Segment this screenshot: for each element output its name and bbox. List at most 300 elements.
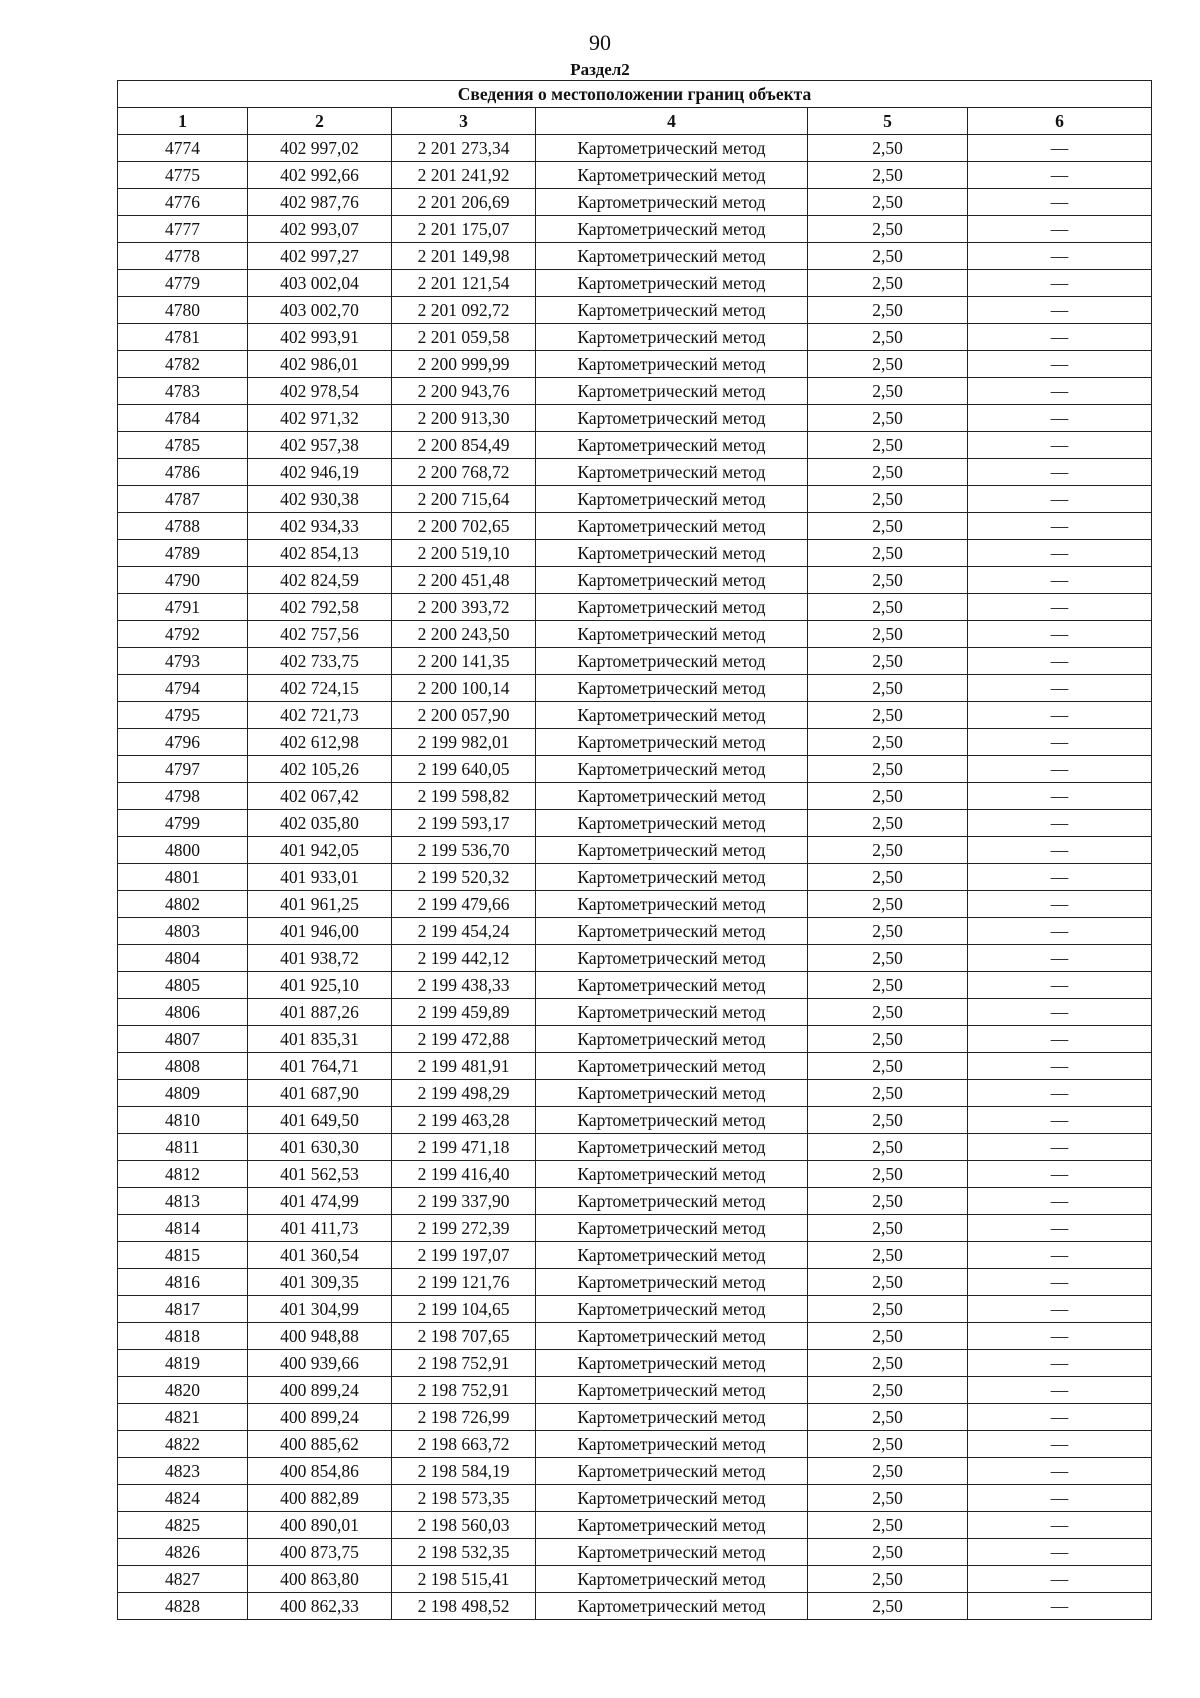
cell-y-coordinate: 2 198 752,91 (392, 1377, 536, 1404)
cell-point-number: 4824 (118, 1485, 248, 1512)
cell-method: Картометрический метод (536, 1107, 808, 1134)
section-label: Раздел2 (570, 60, 630, 79)
cell-method: Картометрический метод (536, 864, 808, 891)
cell-accuracy: 2,50 (808, 351, 968, 378)
cell-description: — (968, 1188, 1152, 1215)
cell-method: Картометрический метод (536, 189, 808, 216)
cell-accuracy: 2,50 (808, 1080, 968, 1107)
cell-y-coordinate: 2 198 707,65 (392, 1323, 536, 1350)
table-row (118, 351, 1152, 378)
cell-accuracy: 2,50 (808, 459, 968, 486)
cell-method: Картометрический метод (536, 756, 808, 783)
cell-description: — (968, 1296, 1152, 1323)
table-row (118, 1188, 1152, 1215)
cell-x-coordinate: 401 938,72 (248, 945, 392, 972)
cell-point-number: 4775 (118, 162, 248, 189)
cell-x-coordinate: 401 411,73 (248, 1215, 392, 1242)
cell-accuracy: 2,50 (808, 729, 968, 756)
cell-x-coordinate: 401 649,50 (248, 1107, 392, 1134)
cell-description: — (968, 459, 1152, 486)
cell-description: — (968, 243, 1152, 270)
cell-y-coordinate: 2 199 337,90 (392, 1188, 536, 1215)
table-row (118, 945, 1152, 972)
cell-point-number: 4809 (118, 1080, 248, 1107)
cell-point-number: 4805 (118, 972, 248, 999)
cell-method: Картометрический метод (536, 1512, 808, 1539)
cell-point-number: 4785 (118, 432, 248, 459)
cell-y-coordinate: 2 200 519,10 (392, 540, 536, 567)
table-row (118, 1431, 1152, 1458)
cell-y-coordinate: 2 199 593,17 (392, 810, 536, 837)
cell-accuracy: 2,50 (808, 702, 968, 729)
table-row (118, 1404, 1152, 1431)
cell-method: Картометрический метод (536, 1215, 808, 1242)
cell-point-number: 4800 (118, 837, 248, 864)
cell-point-number: 4781 (118, 324, 248, 351)
cell-y-coordinate: 2 199 598,82 (392, 783, 536, 810)
cell-method: Картометрический метод (536, 1296, 808, 1323)
cell-x-coordinate: 400 939,66 (248, 1350, 392, 1377)
cell-x-coordinate: 401 474,99 (248, 1188, 392, 1215)
cell-method: Картометрический метод (536, 1053, 808, 1080)
cell-point-number: 4820 (118, 1377, 248, 1404)
cell-accuracy: 2,50 (808, 918, 968, 945)
cell-point-number: 4821 (118, 1404, 248, 1431)
cell-y-coordinate: 2 201 206,69 (392, 189, 536, 216)
column-header-2: 2 (248, 108, 392, 135)
column-header-4: 4 (536, 108, 808, 135)
cell-accuracy: 2,50 (808, 243, 968, 270)
cell-point-number: 4807 (118, 1026, 248, 1053)
cell-method: Картометрический метод (536, 1350, 808, 1377)
cell-description: — (968, 837, 1152, 864)
cell-method: Картометрический метод (536, 378, 808, 405)
cell-y-coordinate: 2 199 459,89 (392, 999, 536, 1026)
cell-accuracy: 2,50 (808, 486, 968, 513)
cell-method: Картометрический метод (536, 1134, 808, 1161)
table-row (118, 243, 1152, 270)
cell-point-number: 4817 (118, 1296, 248, 1323)
cell-y-coordinate: 2 199 520,32 (392, 864, 536, 891)
cell-method: Картометрический метод (536, 297, 808, 324)
cell-accuracy: 2,50 (808, 405, 968, 432)
cell-method: Картометрический метод (536, 1080, 808, 1107)
cell-accuracy: 2,50 (808, 1458, 968, 1485)
cell-accuracy: 2,50 (808, 432, 968, 459)
cell-x-coordinate: 401 925,10 (248, 972, 392, 999)
cell-method: Картометрический метод (536, 1458, 808, 1485)
table-row (118, 1593, 1152, 1620)
cell-method: Картометрический метод (536, 513, 808, 540)
cell-description: — (968, 378, 1152, 405)
cell-y-coordinate: 2 199 479,66 (392, 891, 536, 918)
cell-method: Картометрический метод (536, 351, 808, 378)
table-row (118, 405, 1152, 432)
cell-x-coordinate: 401 887,26 (248, 999, 392, 1026)
column-header-5: 5 (808, 108, 968, 135)
cell-x-coordinate: 402 992,66 (248, 162, 392, 189)
cell-method: Картометрический метод (536, 324, 808, 351)
cell-accuracy: 2,50 (808, 189, 968, 216)
cell-accuracy: 2,50 (808, 378, 968, 405)
cell-description: — (968, 1080, 1152, 1107)
cell-y-coordinate: 2 201 149,98 (392, 243, 536, 270)
cell-method: Картометрический метод (536, 135, 808, 162)
table-row (118, 1161, 1152, 1188)
cell-x-coordinate: 402 987,76 (248, 189, 392, 216)
cell-accuracy: 2,50 (808, 972, 968, 999)
cell-method: Картометрический метод (536, 1431, 808, 1458)
cell-x-coordinate: 402 986,01 (248, 351, 392, 378)
cell-point-number: 4801 (118, 864, 248, 891)
cell-description: — (968, 297, 1152, 324)
cell-description: — (968, 810, 1152, 837)
cell-point-number: 4792 (118, 621, 248, 648)
cell-method: Картометрический метод (536, 1269, 808, 1296)
cell-method: Картометрический метод (536, 594, 808, 621)
cell-accuracy: 2,50 (808, 324, 968, 351)
table-row (118, 486, 1152, 513)
cell-x-coordinate: 402 971,32 (248, 405, 392, 432)
cell-description: — (968, 1350, 1152, 1377)
table-row (118, 864, 1152, 891)
cell-x-coordinate: 400 890,01 (248, 1512, 392, 1539)
table-row (118, 513, 1152, 540)
column-header-6: 6 (968, 108, 1152, 135)
cell-point-number: 4815 (118, 1242, 248, 1269)
cell-y-coordinate: 2 198 498,52 (392, 1593, 536, 1620)
cell-description: — (968, 864, 1152, 891)
cell-y-coordinate: 2 199 463,28 (392, 1107, 536, 1134)
cell-x-coordinate: 402 105,26 (248, 756, 392, 783)
table-title-row (118, 81, 1152, 108)
cell-y-coordinate: 2 200 913,30 (392, 405, 536, 432)
cell-method: Картометрический метод (536, 1377, 808, 1404)
table-row (118, 918, 1152, 945)
cell-y-coordinate: 2 200 854,49 (392, 432, 536, 459)
table-title: Сведения о местоположении границ объекта (118, 81, 1152, 108)
cell-method: Картометрический метод (536, 675, 808, 702)
cell-description: — (968, 405, 1152, 432)
cell-x-coordinate: 403 002,70 (248, 297, 392, 324)
cell-y-coordinate: 2 199 121,76 (392, 1269, 536, 1296)
cell-description: — (968, 189, 1152, 216)
cell-accuracy: 2,50 (808, 783, 968, 810)
cell-accuracy: 2,50 (808, 513, 968, 540)
cell-description: — (968, 675, 1152, 702)
cell-accuracy: 2,50 (808, 1323, 968, 1350)
page-number: 90 (589, 30, 611, 55)
cell-point-number: 4774 (118, 135, 248, 162)
cell-description: — (968, 891, 1152, 918)
cell-description: — (968, 540, 1152, 567)
table-row (118, 1296, 1152, 1323)
cell-description: — (968, 702, 1152, 729)
cell-method: Картометрический метод (536, 891, 808, 918)
cell-accuracy: 2,50 (808, 1242, 968, 1269)
cell-x-coordinate: 402 993,91 (248, 324, 392, 351)
cell-y-coordinate: 2 199 640,05 (392, 756, 536, 783)
cell-method: Картометрический метод (536, 702, 808, 729)
cell-point-number: 4822 (118, 1431, 248, 1458)
cell-y-coordinate: 2 201 241,92 (392, 162, 536, 189)
cell-method: Картометрический метод (536, 837, 808, 864)
cell-y-coordinate: 2 201 175,07 (392, 216, 536, 243)
cell-y-coordinate: 2 201 121,54 (392, 270, 536, 297)
table-row (118, 648, 1152, 675)
cell-y-coordinate: 2 198 752,91 (392, 1350, 536, 1377)
cell-x-coordinate: 402 035,80 (248, 810, 392, 837)
table-row (118, 1377, 1152, 1404)
cell-point-number: 4782 (118, 351, 248, 378)
cell-accuracy: 2,50 (808, 162, 968, 189)
cell-y-coordinate: 2 199 416,40 (392, 1161, 536, 1188)
cell-description: — (968, 1215, 1152, 1242)
cell-point-number: 4808 (118, 1053, 248, 1080)
cell-y-coordinate: 2 199 481,91 (392, 1053, 536, 1080)
cell-point-number: 4804 (118, 945, 248, 972)
cell-x-coordinate: 401 309,35 (248, 1269, 392, 1296)
cell-accuracy: 2,50 (808, 1566, 968, 1593)
table-row (118, 324, 1152, 351)
cell-y-coordinate: 2 198 663,72 (392, 1431, 536, 1458)
cell-accuracy: 2,50 (808, 1350, 968, 1377)
cell-y-coordinate: 2 200 243,50 (392, 621, 536, 648)
cell-description: — (968, 1107, 1152, 1134)
cell-accuracy: 2,50 (808, 945, 968, 972)
cell-accuracy: 2,50 (808, 810, 968, 837)
table-row (118, 675, 1152, 702)
column-header-1: 1 (118, 108, 248, 135)
cell-description: — (968, 216, 1152, 243)
cell-accuracy: 2,50 (808, 270, 968, 297)
table-body (118, 135, 1152, 1620)
cell-x-coordinate: 400 899,24 (248, 1404, 392, 1431)
cell-method: Картометрический метод (536, 972, 808, 999)
cell-y-coordinate: 2 200 999,99 (392, 351, 536, 378)
table-row (118, 378, 1152, 405)
table-row (118, 1458, 1152, 1485)
cell-point-number: 4793 (118, 648, 248, 675)
cell-description: — (968, 729, 1152, 756)
table-row (118, 189, 1152, 216)
cell-y-coordinate: 2 199 104,65 (392, 1296, 536, 1323)
cell-accuracy: 2,50 (808, 837, 968, 864)
cell-x-coordinate: 401 942,05 (248, 837, 392, 864)
cell-accuracy: 2,50 (808, 648, 968, 675)
table-row (118, 162, 1152, 189)
table-row (118, 1026, 1152, 1053)
cell-x-coordinate: 402 854,13 (248, 540, 392, 567)
cell-method: Картометрический метод (536, 918, 808, 945)
cell-description: — (968, 648, 1152, 675)
boundary-coordinates-table (117, 80, 1152, 1620)
cell-accuracy: 2,50 (808, 1404, 968, 1431)
cell-x-coordinate: 400 854,86 (248, 1458, 392, 1485)
cell-accuracy: 2,50 (808, 1269, 968, 1296)
cell-y-coordinate: 2 200 943,76 (392, 378, 536, 405)
cell-method: Картометрический метод (536, 162, 808, 189)
cell-accuracy: 2,50 (808, 216, 968, 243)
cell-method: Картометрический метод (536, 1026, 808, 1053)
cell-x-coordinate: 401 304,99 (248, 1296, 392, 1323)
table-row (118, 1539, 1152, 1566)
table-row (118, 1134, 1152, 1161)
table-header-row (118, 108, 1152, 135)
cell-method: Картометрический метод (536, 1242, 808, 1269)
cell-x-coordinate: 402 930,38 (248, 486, 392, 513)
cell-method: Картометрический метод (536, 783, 808, 810)
cell-x-coordinate: 400 899,24 (248, 1377, 392, 1404)
cell-method: Картометрический метод (536, 1323, 808, 1350)
table-row (118, 1053, 1152, 1080)
cell-x-coordinate: 401 687,90 (248, 1080, 392, 1107)
cell-method: Картометрический метод (536, 729, 808, 756)
cell-accuracy: 2,50 (808, 1161, 968, 1188)
table-row (118, 594, 1152, 621)
cell-description: — (968, 972, 1152, 999)
cell-y-coordinate: 2 198 584,19 (392, 1458, 536, 1485)
table-row (118, 702, 1152, 729)
cell-method: Картометрический метод (536, 621, 808, 648)
cell-description: — (968, 594, 1152, 621)
cell-accuracy: 2,50 (808, 1134, 968, 1161)
cell-description: — (968, 351, 1152, 378)
cell-y-coordinate: 2 201 092,72 (392, 297, 536, 324)
cell-y-coordinate: 2 200 715,64 (392, 486, 536, 513)
cell-y-coordinate: 2 200 100,14 (392, 675, 536, 702)
cell-description: — (968, 162, 1152, 189)
table-row (118, 729, 1152, 756)
cell-point-number: 4776 (118, 189, 248, 216)
cell-accuracy: 2,50 (808, 891, 968, 918)
cell-description: — (968, 918, 1152, 945)
cell-point-number: 4789 (118, 540, 248, 567)
table-row (118, 432, 1152, 459)
cell-y-coordinate: 2 199 454,24 (392, 918, 536, 945)
cell-x-coordinate: 402 721,73 (248, 702, 392, 729)
cell-method: Картометрический метод (536, 1188, 808, 1215)
cell-accuracy: 2,50 (808, 1377, 968, 1404)
cell-method: Картометрический метод (536, 1485, 808, 1512)
cell-point-number: 4778 (118, 243, 248, 270)
cell-x-coordinate: 400 885,62 (248, 1431, 392, 1458)
table-row (118, 756, 1152, 783)
cell-point-number: 4826 (118, 1539, 248, 1566)
cell-accuracy: 2,50 (808, 1296, 968, 1323)
cell-description: — (968, 1539, 1152, 1566)
cell-point-number: 4784 (118, 405, 248, 432)
cell-point-number: 4777 (118, 216, 248, 243)
cell-x-coordinate: 402 993,07 (248, 216, 392, 243)
cell-y-coordinate: 2 200 768,72 (392, 459, 536, 486)
cell-method: Картометрический метод (536, 648, 808, 675)
cell-y-coordinate: 2 199 197,07 (392, 1242, 536, 1269)
cell-accuracy: 2,50 (808, 135, 968, 162)
cell-method: Картометрический метод (536, 1161, 808, 1188)
cell-point-number: 4780 (118, 297, 248, 324)
cell-method: Картометрический метод (536, 243, 808, 270)
table-row (118, 1080, 1152, 1107)
cell-x-coordinate: 403 002,04 (248, 270, 392, 297)
cell-description: — (968, 513, 1152, 540)
cell-method: Картометрический метод (536, 1593, 808, 1620)
cell-point-number: 4798 (118, 783, 248, 810)
cell-accuracy: 2,50 (808, 1431, 968, 1458)
cell-method: Картометрический метод (536, 999, 808, 1026)
cell-y-coordinate: 2 200 393,72 (392, 594, 536, 621)
cell-method: Картометрический метод (536, 567, 808, 594)
cell-x-coordinate: 401 764,71 (248, 1053, 392, 1080)
cell-accuracy: 2,50 (808, 621, 968, 648)
column-header-3: 3 (392, 108, 536, 135)
table-row (118, 1566, 1152, 1593)
cell-point-number: 4812 (118, 1161, 248, 1188)
cell-x-coordinate: 401 933,01 (248, 864, 392, 891)
cell-y-coordinate: 2 200 451,48 (392, 567, 536, 594)
cell-point-number: 4787 (118, 486, 248, 513)
cell-point-number: 4823 (118, 1458, 248, 1485)
cell-x-coordinate: 401 630,30 (248, 1134, 392, 1161)
cell-description: — (968, 1323, 1152, 1350)
cell-y-coordinate: 2 198 515,41 (392, 1566, 536, 1593)
cell-x-coordinate: 402 757,56 (248, 621, 392, 648)
table-row (118, 1269, 1152, 1296)
cell-y-coordinate: 2 198 532,35 (392, 1539, 536, 1566)
cell-description: — (968, 270, 1152, 297)
cell-point-number: 4813 (118, 1188, 248, 1215)
cell-y-coordinate: 2 199 272,39 (392, 1215, 536, 1242)
cell-accuracy: 2,50 (808, 1512, 968, 1539)
cell-x-coordinate: 402 957,38 (248, 432, 392, 459)
cell-description: — (968, 1512, 1152, 1539)
cell-x-coordinate: 401 961,25 (248, 891, 392, 918)
table-row (118, 270, 1152, 297)
cell-point-number: 4797 (118, 756, 248, 783)
table-row (118, 891, 1152, 918)
cell-point-number: 4825 (118, 1512, 248, 1539)
cell-accuracy: 2,50 (808, 567, 968, 594)
cell-x-coordinate: 401 835,31 (248, 1026, 392, 1053)
cell-y-coordinate: 2 198 726,99 (392, 1404, 536, 1431)
cell-method: Картометрический метод (536, 810, 808, 837)
cell-description: — (968, 1458, 1152, 1485)
cell-point-number: 4818 (118, 1323, 248, 1350)
table-row (118, 999, 1152, 1026)
cell-y-coordinate: 2 199 442,12 (392, 945, 536, 972)
cell-point-number: 4783 (118, 378, 248, 405)
cell-accuracy: 2,50 (808, 675, 968, 702)
cell-description: — (968, 1377, 1152, 1404)
cell-point-number: 4779 (118, 270, 248, 297)
cell-description: — (968, 945, 1152, 972)
cell-x-coordinate: 402 997,02 (248, 135, 392, 162)
cell-description: — (968, 486, 1152, 513)
cell-y-coordinate: 2 199 498,29 (392, 1080, 536, 1107)
cell-x-coordinate: 401 562,53 (248, 1161, 392, 1188)
cell-accuracy: 2,50 (808, 999, 968, 1026)
cell-description: — (968, 1161, 1152, 1188)
cell-x-coordinate: 402 934,33 (248, 513, 392, 540)
cell-y-coordinate: 2 198 573,35 (392, 1485, 536, 1512)
cell-point-number: 4803 (118, 918, 248, 945)
cell-x-coordinate: 400 882,89 (248, 1485, 392, 1512)
cell-y-coordinate: 2 199 982,01 (392, 729, 536, 756)
cell-method: Картометрический метод (536, 216, 808, 243)
cell-y-coordinate: 2 200 702,65 (392, 513, 536, 540)
cell-point-number: 4786 (118, 459, 248, 486)
cell-accuracy: 2,50 (808, 864, 968, 891)
